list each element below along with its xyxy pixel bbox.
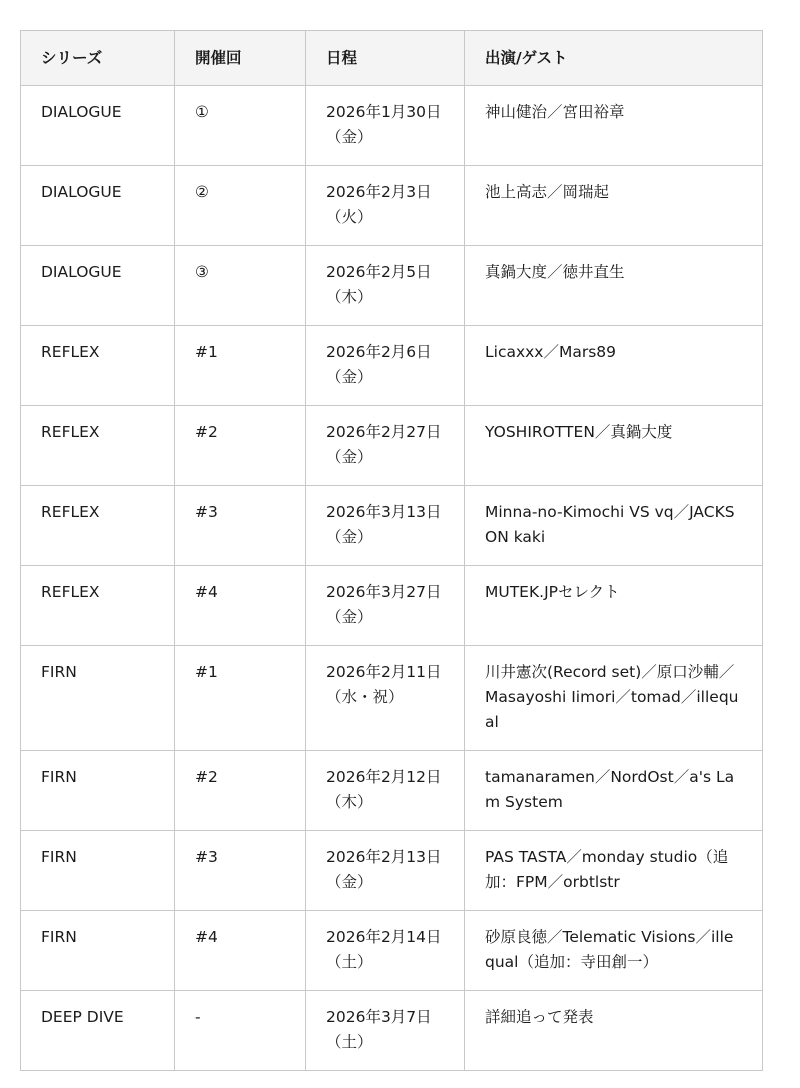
cell-series: FIRN bbox=[21, 646, 175, 751]
cell-series: REFLEX bbox=[21, 566, 175, 646]
table-row bbox=[21, 566, 763, 646]
cell-edition: #1 bbox=[175, 326, 306, 406]
cell-series: REFLEX bbox=[21, 486, 175, 566]
cell-date: 2026年3月7日（土） bbox=[306, 991, 465, 1071]
cell-performers: 池上高志／岡瑞起 bbox=[465, 166, 763, 246]
table-row bbox=[21, 486, 763, 566]
table-row bbox=[21, 831, 763, 911]
cell-performers: Licaxxx／Mars89 bbox=[465, 326, 763, 406]
cell-edition: #4 bbox=[175, 911, 306, 991]
cell-date: 2026年2月13日（金） bbox=[306, 831, 465, 911]
cell-performers: 真鍋大度／徳井直生 bbox=[465, 246, 763, 326]
cell-performers: YOSHIROTTEN／真鍋大度 bbox=[465, 406, 763, 486]
table-row bbox=[21, 246, 763, 326]
cell-edition: - bbox=[175, 991, 306, 1071]
cell-series: DEEP DIVE bbox=[21, 991, 175, 1071]
table-row bbox=[21, 326, 763, 406]
cell-date: 2026年2月6日（金） bbox=[306, 326, 465, 406]
cell-date: 2026年3月13日（金） bbox=[306, 486, 465, 566]
cell-performers: 川井憲次(Record set)／原口沙輔／Masayoshi Iimori／tomad／illequal bbox=[465, 646, 763, 751]
cell-series: REFLEX bbox=[21, 326, 175, 406]
table-row bbox=[21, 406, 763, 486]
table-row bbox=[21, 646, 763, 751]
table-row bbox=[21, 911, 763, 991]
cell-edition: #2 bbox=[175, 406, 306, 486]
cell-edition: #1 bbox=[175, 646, 306, 751]
cell-date: 2026年2月11日（水・祝） bbox=[306, 646, 465, 751]
cell-edition: #2 bbox=[175, 751, 306, 831]
cell-series: REFLEX bbox=[21, 406, 175, 486]
cell-performers: MUTEK.JPセレクト bbox=[465, 566, 763, 646]
cell-date: 2026年2月12日（木） bbox=[306, 751, 465, 831]
cell-edition: #3 bbox=[175, 486, 306, 566]
schedule-table-container bbox=[20, 30, 763, 1071]
cell-date: 2026年2月5日（木） bbox=[306, 246, 465, 326]
cell-edition: #3 bbox=[175, 831, 306, 911]
cell-performers: 神山健治／宮田裕章 bbox=[465, 86, 763, 166]
header-edition: 開催回 bbox=[175, 31, 306, 86]
cell-series: DIALOGUE bbox=[21, 246, 175, 326]
cell-series: DIALOGUE bbox=[21, 166, 175, 246]
cell-performers: tamanaramen／NordOst／a's Lam System bbox=[465, 751, 763, 831]
cell-series: DIALOGUE bbox=[21, 86, 175, 166]
header-performers: 出演/ゲスト bbox=[465, 31, 763, 86]
cell-series: FIRN bbox=[21, 831, 175, 911]
cell-edition: #4 bbox=[175, 566, 306, 646]
cell-date: 2026年2月3日（火） bbox=[306, 166, 465, 246]
table-row bbox=[21, 751, 763, 831]
cell-edition: ② bbox=[175, 166, 306, 246]
cell-performers: 詳細追って発表 bbox=[465, 991, 763, 1071]
schedule-table bbox=[20, 30, 763, 1071]
cell-performers: PAS TASTA／monday studio（追加：FPM／orbtlstr bbox=[465, 831, 763, 911]
cell-series: FIRN bbox=[21, 751, 175, 831]
cell-edition: ③ bbox=[175, 246, 306, 326]
table-header-row bbox=[21, 31, 763, 86]
cell-date: 2026年2月14日（土） bbox=[306, 911, 465, 991]
table-row bbox=[21, 991, 763, 1071]
table-row bbox=[21, 166, 763, 246]
cell-performers: 砂原良徳／Telematic Visions／illequal（追加：寺田創一） bbox=[465, 911, 763, 991]
cell-date: 2026年3月27日（金） bbox=[306, 566, 465, 646]
cell-performers: Minna-no-Kimochi VS vq／JACKSON kaki bbox=[465, 486, 763, 566]
cell-date: 2026年2月27日（金） bbox=[306, 406, 465, 486]
header-series: シリーズ bbox=[21, 31, 175, 86]
cell-series: FIRN bbox=[21, 911, 175, 991]
table-row bbox=[21, 86, 763, 166]
cell-edition: ① bbox=[175, 86, 306, 166]
header-date: 日程 bbox=[306, 31, 465, 86]
cell-date: 2026年1月30日（金） bbox=[306, 86, 465, 166]
